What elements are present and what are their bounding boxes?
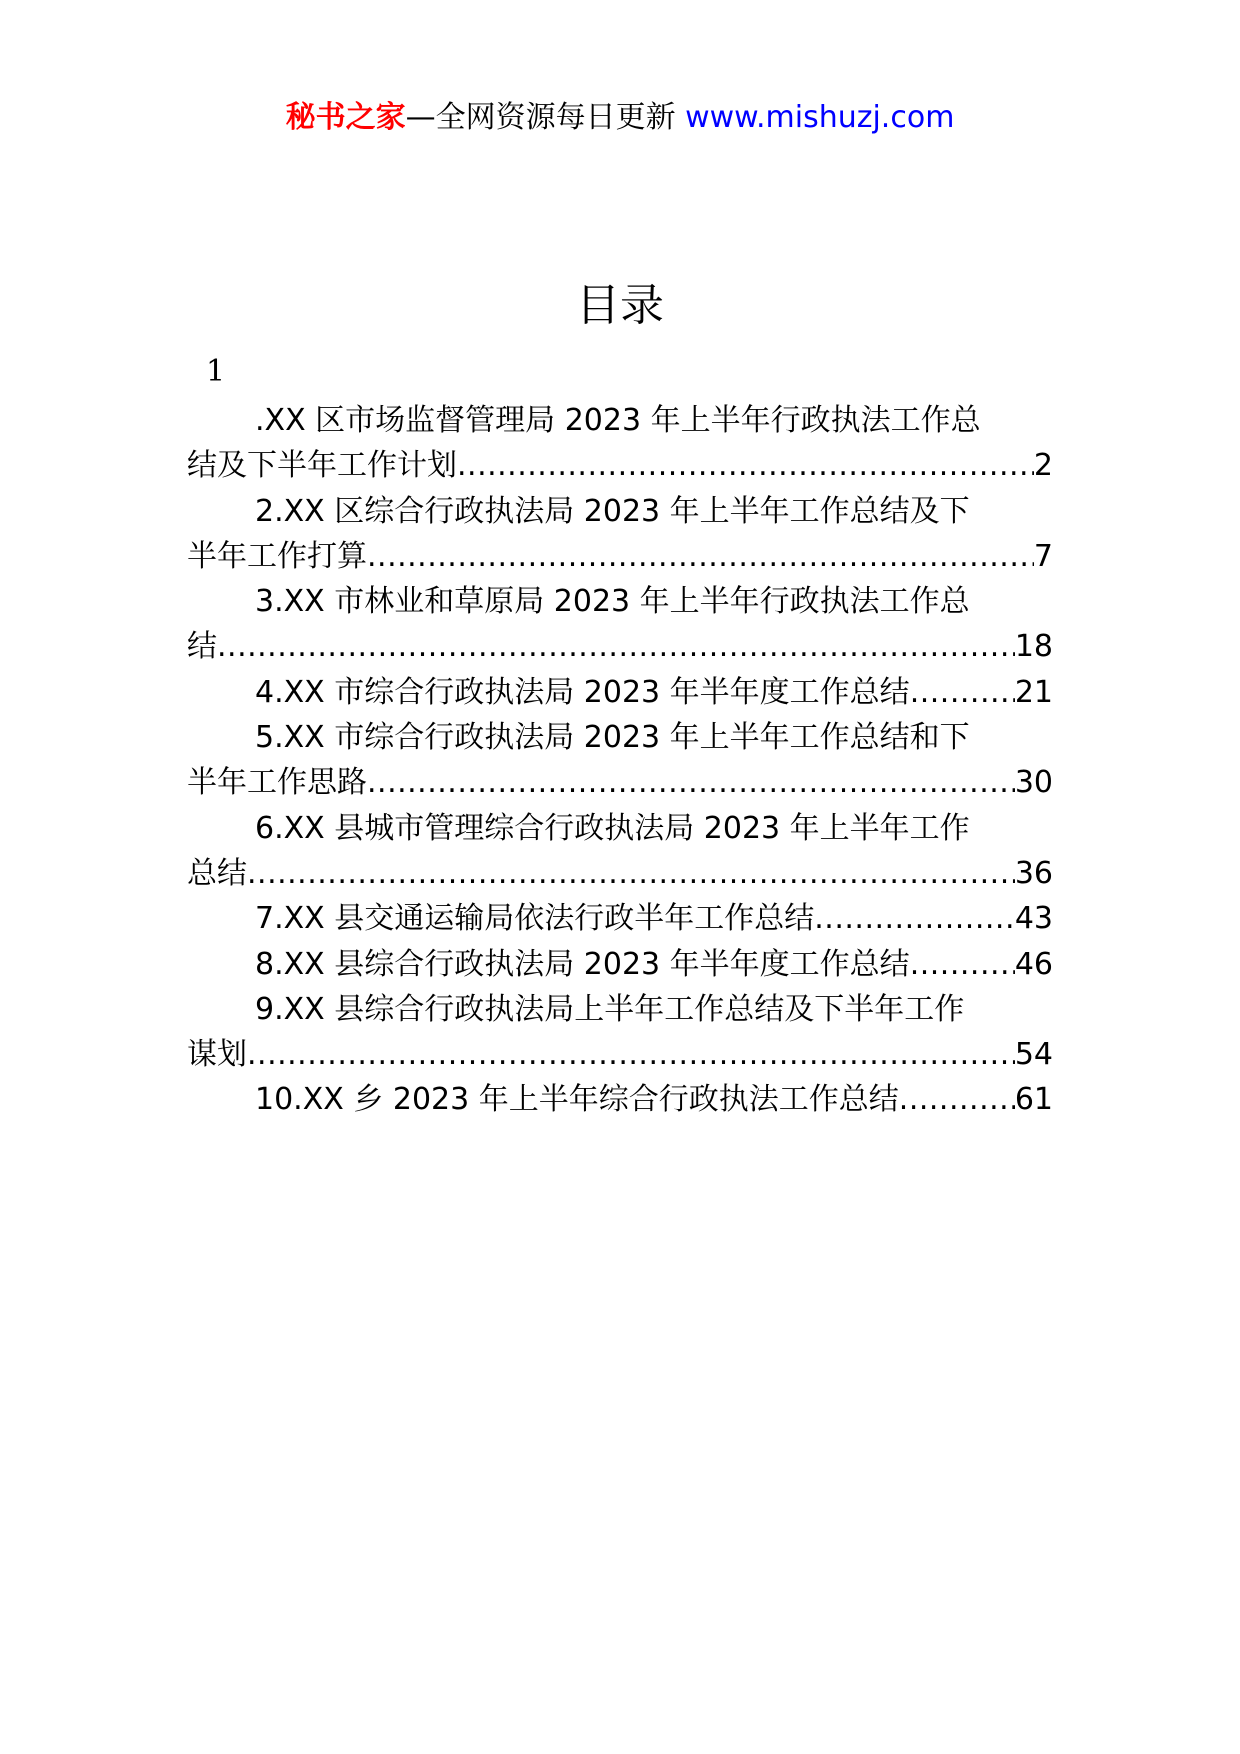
toc-leader-dots (217, 624, 1015, 669)
toc-entry[interactable] (187, 942, 1053, 987)
toc-entry[interactable] (187, 1077, 1053, 1122)
toc-entry-title-cont: 半年工作思路 (187, 765, 367, 801)
toc-leader-dots (910, 670, 1015, 715)
toc-page-number: 54 (1014, 1037, 1053, 1073)
brand-name: 秘书之家 (285, 100, 406, 135)
toc-page-number: 43 (1014, 901, 1053, 937)
toc-page-number: 46 (1014, 946, 1053, 982)
toc-page-number: 2 (1033, 448, 1053, 484)
toc-leader-dots (247, 1032, 1015, 1077)
toc-entry-title: 7.XX 县交通运输局依法行政半年工作总结 (255, 901, 815, 937)
toc-entry-title: 10.XX 乡 2023 年上半年综合行政执法工作总结 (255, 1082, 899, 1118)
table-of-contents (187, 398, 1053, 1123)
toc-entry-title-cont: 结及下半年工作计划 (187, 448, 457, 484)
toc-page-number: 18 (1014, 629, 1053, 665)
site-url-link[interactable]: www.mishuzj.com (675, 100, 955, 135)
toc-entry-title: 8.XX 县综合行政执法局 2023 年半年度工作总结 (255, 946, 910, 982)
toc-entry-title-cont: 谋划 (187, 1037, 247, 1073)
toc-entry[interactable] (187, 806, 1053, 897)
toc-entry[interactable] (187, 715, 1053, 806)
toc-entry-title-cont: 结 (187, 629, 217, 665)
toc-entry-title: 6.XX 县城市管理综合行政执法局 2023 年上半年工作 (255, 810, 970, 846)
toc-entry[interactable] (187, 489, 1053, 580)
toc-entry-title: 4.XX 市综合行政执法局 2023 年半年度工作总结 (255, 674, 910, 710)
toc-leader-dots (367, 534, 1034, 579)
toc-leader-dots (457, 443, 1034, 488)
toc-entry[interactable] (187, 896, 1053, 941)
header-tagline: —全网资源每日更新 (405, 100, 676, 135)
toc-page-number: 61 (1014, 1082, 1053, 1118)
toc-leader-dots (899, 1077, 1015, 1122)
toc-leader-dots (814, 896, 1015, 941)
toc-page-number: 30 (1014, 765, 1053, 801)
page-title: 目录 (576, 280, 664, 331)
toc-leader-dots (910, 942, 1015, 987)
toc-entry[interactable] (187, 398, 1053, 489)
toc-entry-title: 3.XX 市林业和草原局 2023 年上半年行政执法工作总 (255, 584, 970, 620)
toc-entry[interactable] (187, 670, 1053, 715)
toc-entry-title: 9.XX 县综合行政执法局上半年工作总结及下半年工作 (255, 991, 965, 1027)
toc-entry[interactable] (187, 987, 1053, 1078)
toc-page-number: 7 (1033, 538, 1053, 574)
toc-entry-title-cont: 半年工作打算 (187, 538, 367, 574)
toc-leader-dots (247, 851, 1015, 896)
toc-entry-title: 2.XX 区综合行政执法局 2023 年上半年工作总结及下 (255, 493, 970, 529)
toc-page-number: 36 (1014, 855, 1053, 891)
stray-list-number: 1 (206, 354, 226, 389)
toc-leader-dots (367, 760, 1015, 805)
toc-entry[interactable] (187, 579, 1053, 670)
toc-entry-title: .XX 区市场监督管理局 2023 年上半年行政执法工作总 (255, 403, 981, 438)
toc-entry-title-cont: 总结 (187, 855, 247, 891)
toc-page-number: 21 (1014, 674, 1053, 710)
site-header (0, 98, 1240, 138)
toc-entry-title: 5.XX 市综合行政执法局 2023 年上半年工作总结和下 (255, 720, 970, 756)
